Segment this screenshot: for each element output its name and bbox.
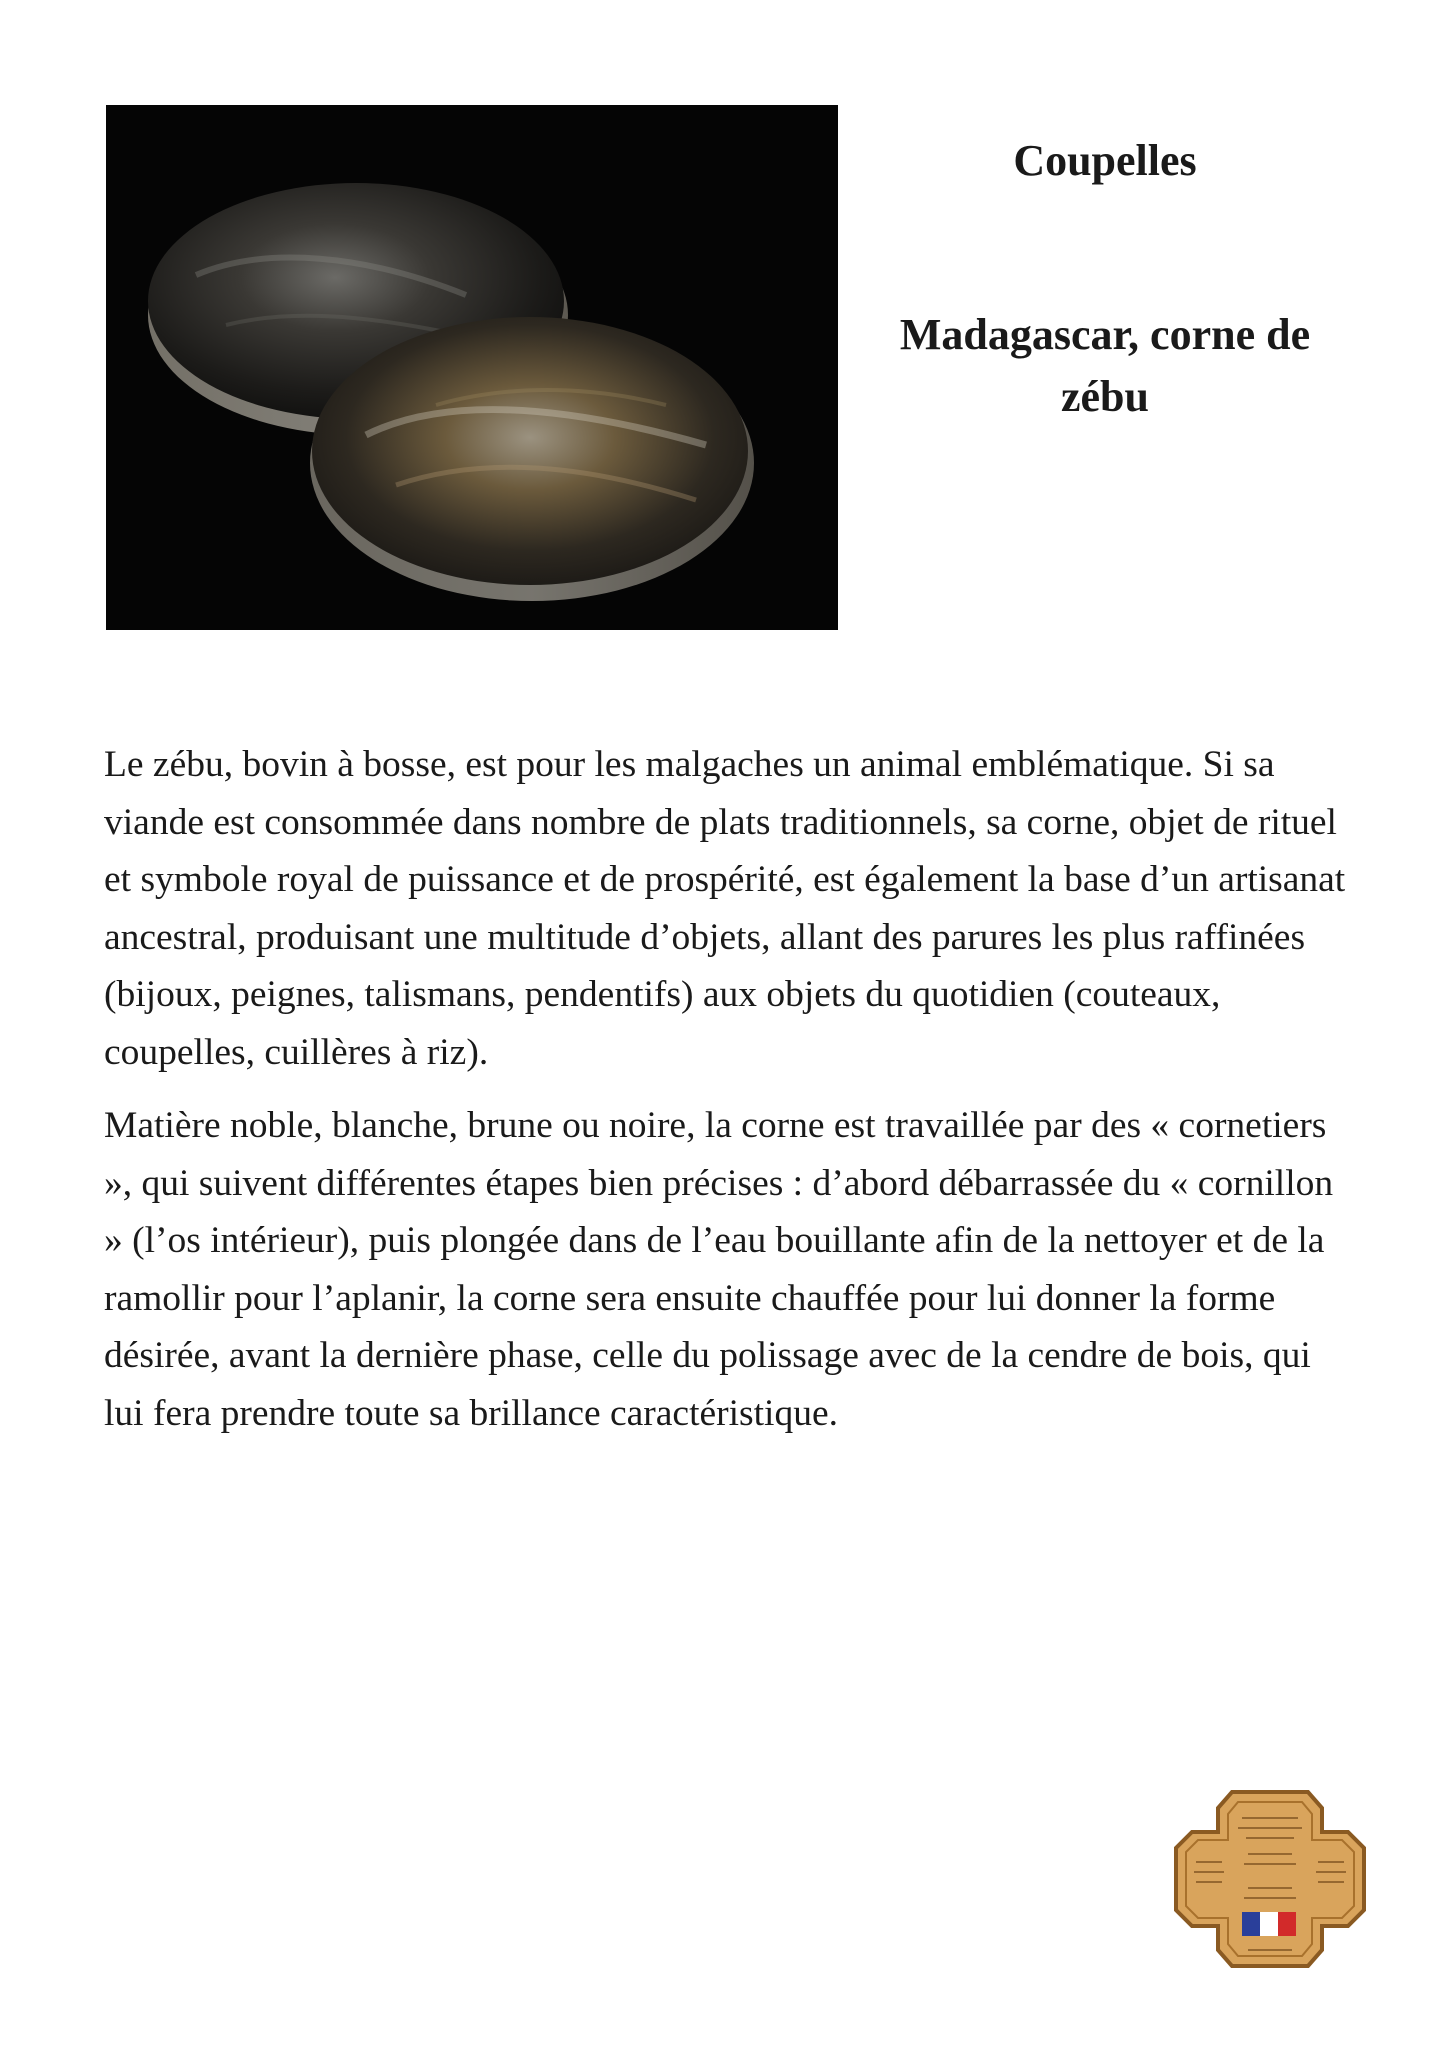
product-photo [106, 105, 838, 630]
description-text [104, 736, 1354, 1458]
title-block [860, 130, 1350, 428]
product-subtitle: Madagascar, corne de zébu [899, 310, 1311, 421]
product-title: Coupelles [1013, 136, 1197, 185]
association-stamp [1172, 1788, 1368, 1970]
paragraph-2: Matière noble, blanche, brune ou noire, la corne est travaillée par des « cornetiers », qui suivent différentes étapes bien précises : d’abord débarrassée du « cornillon » (l’os intérieur), puis plongée dans de l’eau bouillante afin de la nettoyer et de la ramollir pour l’aplanir, la corne sera ensuite chauffée pour lui donner la forme désirée, avant la dernière phase, celle du polissage avec de la cendre de bois, qui lui fera prendre toute sa brillance caractéristique. [104, 1105, 1334, 1434]
paragraph-1: Le zébu, bovin à bosse, est pour les malgaches un animal emblématique. Si sa viande est consommée dans nombre de plats traditionnels, sa corne, objet de rituel et symbole royal de puissance et de prospérité, est également la base d’un artisanat ancestral, produisant une multitude d’objets, allant des parures les plus raffinées (bijoux, peignes, talismans, pendentifs) aux objets du quotidien (couteaux, coupelles, cuillères à riz). [104, 744, 1346, 1073]
association-logo-icon [1172, 1788, 1368, 1970]
horn-bowls-image [106, 105, 838, 630]
